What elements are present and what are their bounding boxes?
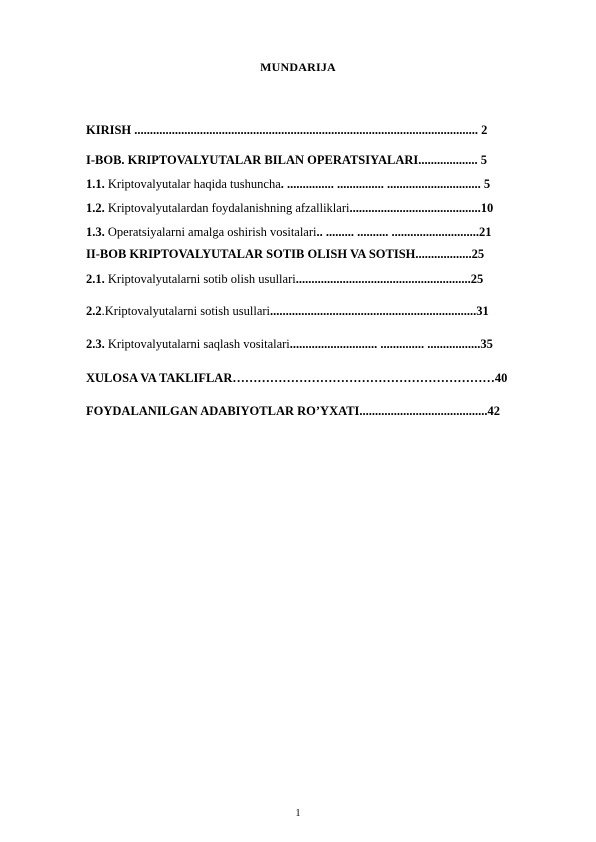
toc-entry-num: 1.1.	[86, 177, 105, 191]
toc-entry-page: 35	[480, 337, 493, 351]
toc-entry-num: 1.3.	[86, 225, 105, 239]
toc-entry-text: KIRISH	[86, 123, 132, 137]
toc-entry-dots: ………………………………………………………	[232, 371, 495, 385]
toc-entry-text: FOYDALANILGAN ADABIYOTLAR RO’YXATI	[86, 404, 360, 418]
toc-entry-text: Kriptovalyutalar haqida tushuncha	[104, 177, 281, 191]
page-number: 1	[295, 808, 301, 819]
toc-entry-num: 2.1.	[86, 272, 105, 286]
toc-entry-page: 5	[477, 153, 488, 167]
toc-entry-xulosa[interactable]	[86, 370, 558, 386]
toc-entry-dots: ..................	[415, 247, 472, 261]
toc-entry-dots: .. ......... .......... ............................	[316, 225, 479, 239]
toc-entry-page: 2	[478, 123, 488, 137]
toc-entry-text: Kriptovalyutalardan foydalanishning afzalliklari	[104, 201, 350, 215]
toc-entry-2-2[interactable]	[86, 303, 558, 319]
toc-entry-page: 5	[480, 177, 491, 191]
toc-entry-dots: ..............................................................................................................	[131, 123, 479, 137]
toc-entry-1-2[interactable]	[86, 200, 558, 216]
toc-entry-dots: ..................................................................	[270, 304, 477, 318]
toc-entry-kirish[interactable]	[86, 122, 558, 138]
toc-entry-dots: . ............... ............... ..............................	[280, 177, 481, 191]
toc-entry-text: XULOSA VA TAKLIFLAR	[86, 371, 233, 385]
toc-entry-chapter-2[interactable]	[86, 246, 558, 262]
toc-entry-page: 42	[487, 404, 501, 418]
toc-entry-page: 25	[470, 272, 484, 286]
toc-entry-text: Kriptovalyutalarni saqlash vositalari	[104, 337, 290, 351]
toc-entry-page: 31	[476, 304, 489, 318]
toc-entry-2-1[interactable]	[86, 271, 558, 287]
page-title: MUNDARIJA	[260, 60, 336, 74]
toc-entry-page: 10	[480, 201, 494, 215]
toc-entry-dots: ..........................................	[349, 201, 481, 215]
toc-entry-page: 21	[479, 225, 492, 239]
toc-entry-2-3[interactable]	[86, 336, 558, 352]
toc-entry-text: I-BOB. KRIPTOVALYUTALAR BILAN OPERATSIYALARI	[86, 153, 419, 167]
toc-entry-text: II-BOB KRIPTOVALYUTALAR SOTIB OLISH VA SOTISH	[86, 247, 416, 261]
toc-entry-text: Operatsiyalarni amalga oshirish vositalari	[104, 225, 317, 239]
toc-entry-num: 2.3.	[86, 337, 105, 351]
toc-entry-dots: ............................ .............. .................	[289, 337, 481, 351]
toc-entry-page: 25	[471, 247, 485, 261]
toc-entry-dots: .........................................	[359, 404, 488, 418]
toc-entry-dots: ........................................................	[295, 272, 471, 286]
toc-entry-text: Kriptovalyutalarni sotib olish usullari	[104, 272, 296, 286]
toc-entry-page: 40	[494, 371, 508, 385]
toc-entry-dots: ...................	[418, 153, 478, 167]
toc-entry-chapter-1[interactable]	[86, 152, 558, 168]
toc-entry-text: .Kriptovalyutalarni sotish usullari	[101, 304, 271, 318]
toc-entry-1-3[interactable]	[86, 224, 558, 240]
toc-entry-num: 2.2	[86, 304, 102, 318]
toc-entry-1-1[interactable]	[86, 176, 558, 192]
toc-entry-bibliography[interactable]	[86, 403, 558, 419]
toc-entry-num: 1.2.	[86, 201, 105, 215]
